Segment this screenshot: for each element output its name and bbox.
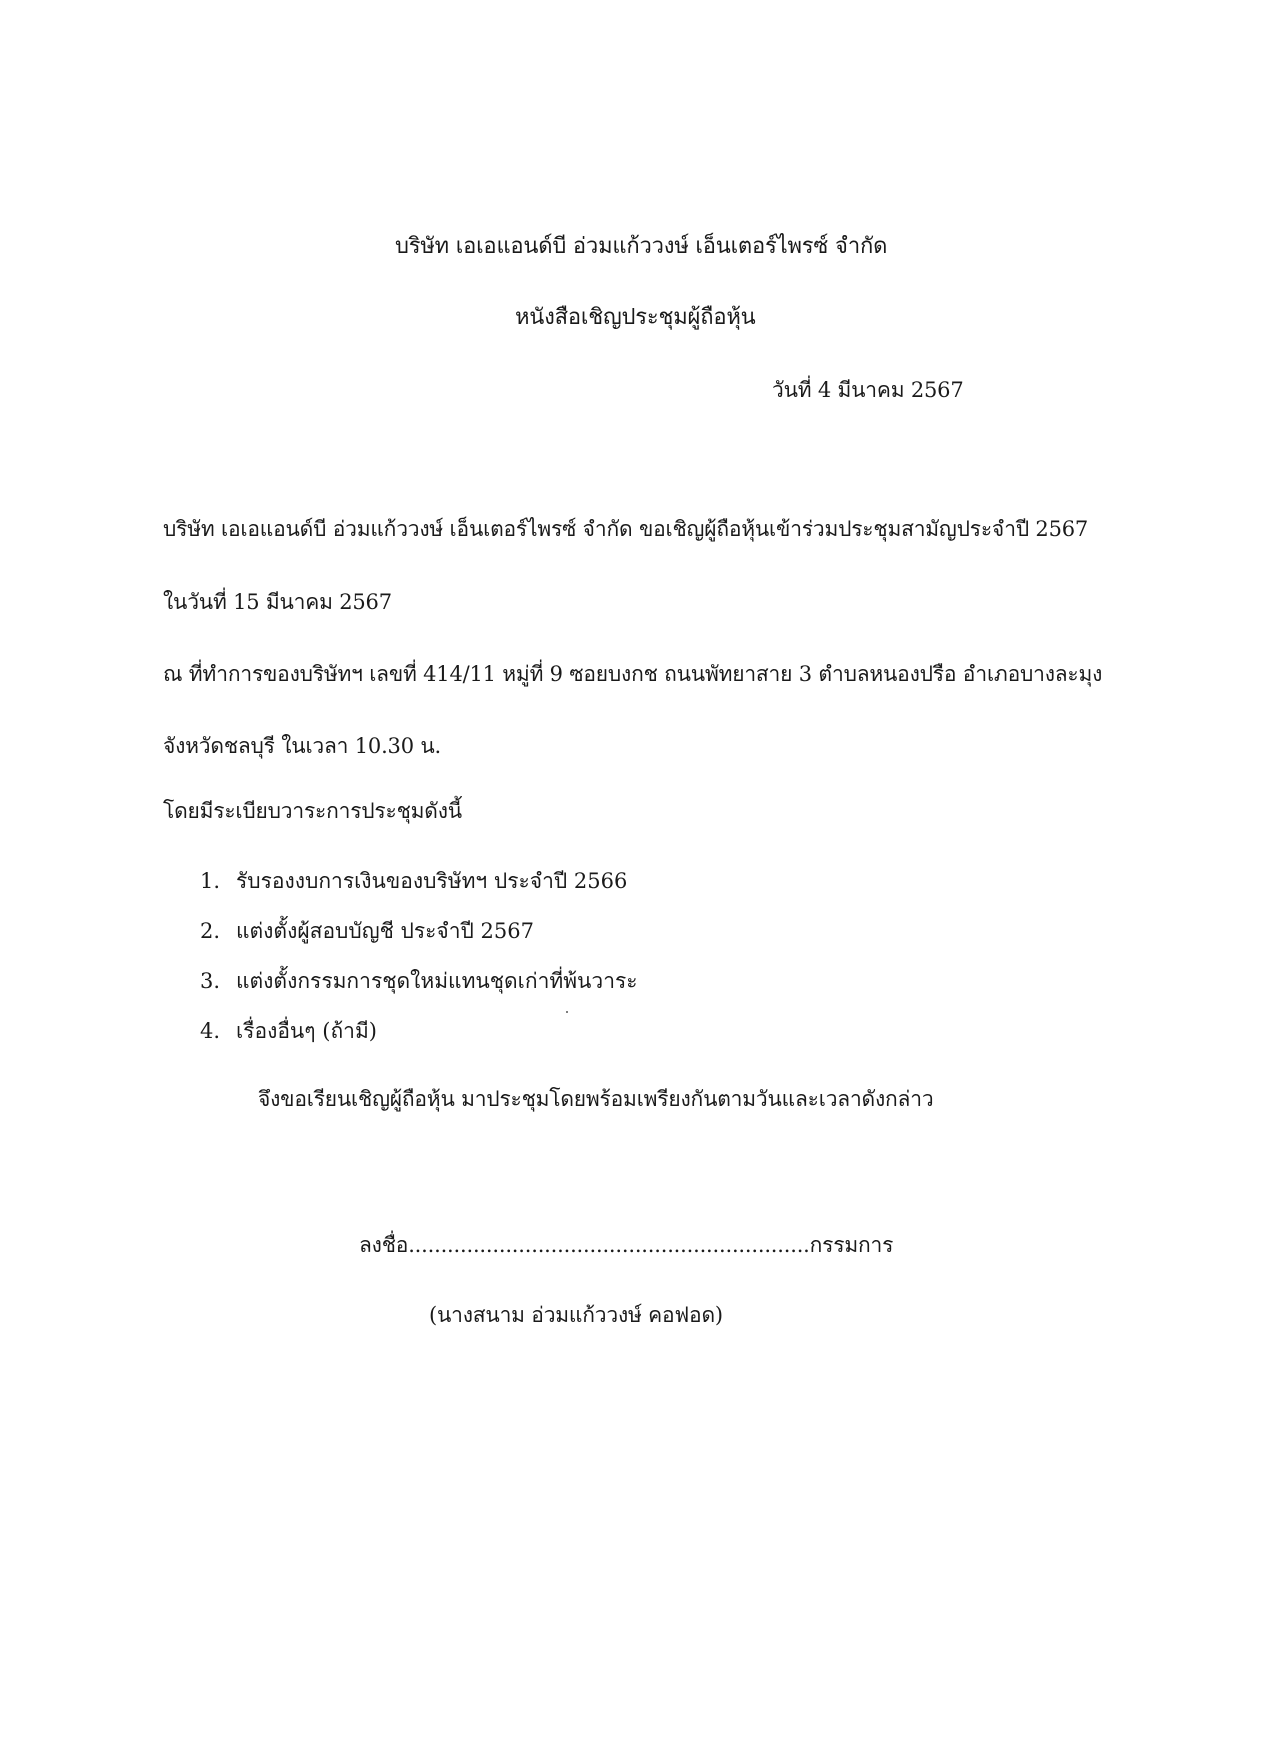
agenda-item (200, 966, 638, 1016)
closing-statement: จึงขอเรียนเชิญผู้ถือหุ้น มาประชุมโดยพร้อมเพรียงกันตามวันและเวลาดังกล่าว (258, 1087, 934, 1111)
agenda-item-number: 4. (200, 1019, 221, 1043)
document-date: วันที่ 4 มีนาคม 2567 (772, 378, 964, 402)
agenda-item (200, 866, 638, 916)
agenda-item-number: 2. (200, 919, 221, 943)
meeting-date: ในวันที่ 15 มีนาคม 2567 (163, 590, 392, 614)
agenda-item (200, 916, 638, 966)
agenda-intro: โดยมีระเบียบวาระการประชุมดังนี้ (163, 799, 462, 823)
agenda-list (200, 866, 638, 1066)
meeting-time: จังหวัดชลบุรี ในเวลา 10.30 น. (163, 734, 441, 758)
invitation-paragraph: บริษัท เอเอแอนด์บี อ่วมแก้ววงษ์ เอ็นเตอร์ไพรซ์ จำกัด ขอเชิญผู้ถือหุ้นเข้าร่วมประชุมสามัญประจำปี 2567 (163, 517, 1089, 541)
agenda-item-text: แต่งตั้งกรรมการชุดใหม่แทนชุดเก่าที่พ้นวาระ (236, 969, 638, 993)
company-title: บริษัท เอเอแอนด์บี อ่วมแก้ววงษ์ เอ็นเตอร์ไพรซ์ จำกัด (395, 234, 888, 259)
scan-speck (566, 1011, 568, 1013)
agenda-item-text: แต่งตั้งผู้สอบบัญชี ประจำปี 2567 (236, 919, 534, 943)
agenda-item-number: 1. (200, 869, 221, 893)
signature-line: ลงชื่อ..............................................................กรรมการ (359, 1233, 894, 1257)
agenda-item-number: 3. (200, 969, 221, 993)
document-title: หนังสือเชิญประชุมผู้ถือหุ้น (515, 305, 756, 330)
agenda-item (200, 1016, 638, 1066)
meeting-location: ณ ที่ทำการของบริษัทฯ เลขที่ 414/11 หมู่ที่ 9 ซอยบงกช ถนนพัทยาสาย 3 ตำบลหนองปรือ อำเภอบางละมุง (163, 662, 1103, 686)
agenda-item-text: รับรองงบการเงินของบริษัทฯ ประจำปี 2566 (236, 869, 628, 893)
signatory-name: (นางสนาม อ่วมแก้ววงษ์ คอฟอด) (429, 1303, 723, 1327)
agenda-item-text: เรื่องอื่นๆ (ถ้ามี) (236, 1019, 377, 1043)
